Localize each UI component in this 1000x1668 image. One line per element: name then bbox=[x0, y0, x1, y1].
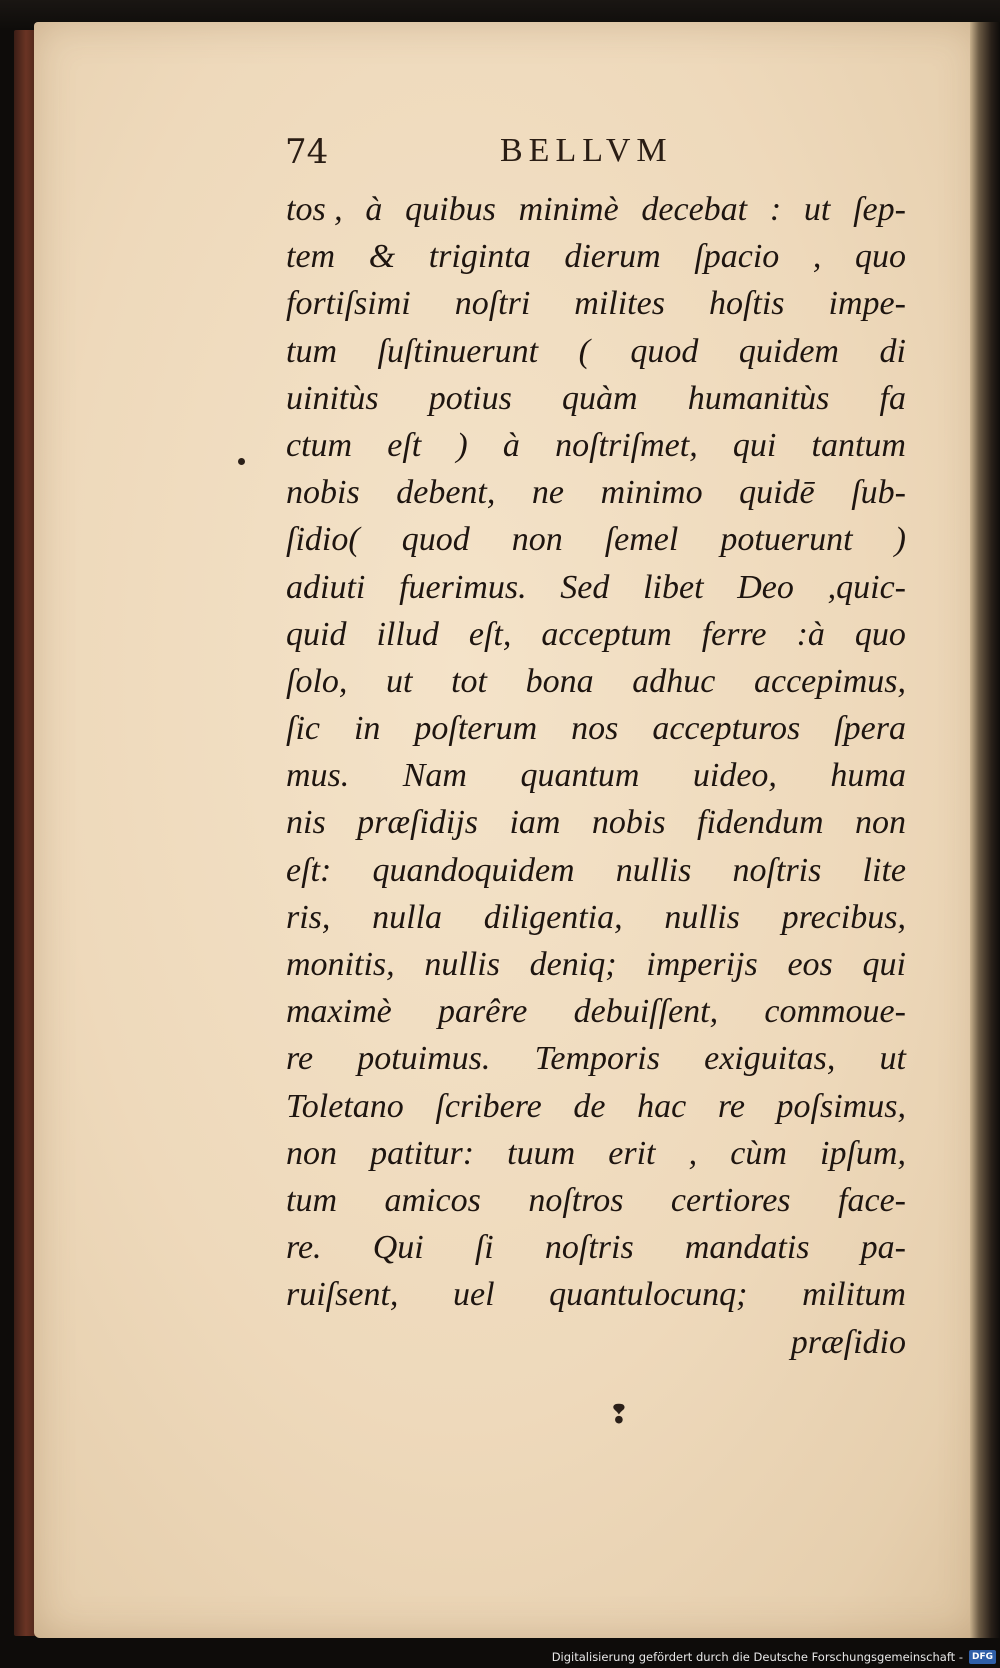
word: mandatis bbox=[684, 1229, 810, 1267]
word: quo bbox=[854, 238, 906, 276]
word: potuimus. bbox=[357, 1040, 491, 1078]
text-line bbox=[286, 1035, 906, 1082]
word: debent, bbox=[396, 474, 496, 512]
word: triginta bbox=[428, 238, 531, 276]
word: di bbox=[879, 332, 906, 370]
text-line bbox=[286, 705, 906, 752]
word: Qui bbox=[372, 1229, 424, 1267]
word: Sed bbox=[560, 568, 610, 606]
word: ſep- bbox=[853, 191, 906, 228]
word: adiuti bbox=[286, 568, 366, 606]
word: noſtris bbox=[544, 1229, 634, 1267]
word: cùm bbox=[730, 1134, 787, 1172]
word: quid bbox=[286, 615, 347, 653]
word: minimo bbox=[600, 474, 703, 512]
word: hoſtis bbox=[708, 285, 785, 323]
word: monitis, bbox=[286, 946, 395, 983]
word: quàm bbox=[561, 379, 638, 417]
text-line bbox=[286, 1177, 906, 1224]
word: re. bbox=[286, 1229, 322, 1267]
word: uinitùs bbox=[286, 379, 379, 417]
word: Toletano bbox=[286, 1087, 404, 1125]
word: ris, bbox=[286, 898, 331, 936]
word: debuiſſent, bbox=[573, 993, 719, 1031]
word: ruiſsent, bbox=[286, 1276, 399, 1314]
word: :à bbox=[796, 615, 825, 653]
word: ſcribere bbox=[435, 1087, 542, 1125]
word: Nam bbox=[402, 757, 467, 795]
word: nobis bbox=[591, 804, 666, 842]
word: præſidijs bbox=[357, 804, 479, 842]
page-header bbox=[285, 132, 725, 176]
text-line bbox=[286, 516, 906, 563]
word: mus. bbox=[286, 757, 350, 795]
word: ſuſtinuerunt bbox=[377, 332, 539, 370]
text-line bbox=[286, 280, 906, 327]
text-line bbox=[286, 1083, 906, 1130]
word: maximè bbox=[286, 993, 392, 1031]
word: quod bbox=[630, 332, 699, 370]
word: certiores bbox=[670, 1181, 791, 1219]
word: ut bbox=[803, 191, 831, 228]
word: lite bbox=[862, 851, 906, 889]
word: ipſum, bbox=[820, 1134, 906, 1172]
text-line bbox=[286, 1130, 906, 1177]
word: potuerunt bbox=[720, 521, 853, 559]
word: , bbox=[688, 1134, 698, 1172]
footer bbox=[552, 1650, 996, 1664]
word: : bbox=[769, 191, 782, 228]
word: quidem bbox=[738, 332, 839, 370]
word: adhuc bbox=[632, 662, 716, 700]
text-line bbox=[286, 658, 906, 705]
word: uideo, bbox=[692, 757, 777, 795]
word: ) bbox=[894, 521, 906, 559]
word: tum bbox=[286, 332, 337, 370]
word: tem bbox=[286, 238, 336, 276]
word: eſt bbox=[387, 426, 422, 464]
word: quantulocunq; bbox=[549, 1276, 748, 1314]
catchword-line bbox=[286, 1319, 906, 1366]
text-line bbox=[286, 186, 906, 233]
text-line bbox=[286, 752, 906, 799]
text-block bbox=[286, 186, 906, 1366]
word: non bbox=[511, 521, 563, 559]
word: milites bbox=[574, 285, 665, 323]
word: fa bbox=[879, 379, 906, 417]
word: ,quic- bbox=[827, 568, 906, 606]
word: tot bbox=[451, 662, 488, 700]
word: parêre bbox=[438, 993, 528, 1031]
word: Temporis bbox=[534, 1040, 660, 1078]
word: potius bbox=[428, 379, 512, 417]
page-number: 74 bbox=[285, 132, 329, 172]
word: erit bbox=[608, 1134, 656, 1172]
word: deniq; bbox=[529, 946, 617, 983]
word: ctum bbox=[286, 426, 353, 464]
word: uel bbox=[453, 1276, 495, 1314]
word: pa- bbox=[860, 1229, 906, 1267]
word: tuum bbox=[507, 1134, 576, 1172]
word: face- bbox=[838, 1181, 906, 1219]
text-line bbox=[286, 233, 906, 280]
word: noſtri bbox=[454, 285, 531, 323]
word: nullis bbox=[615, 851, 692, 889]
word: tos , bbox=[286, 191, 343, 228]
word: fortiſsimi bbox=[286, 285, 411, 323]
word: commoue- bbox=[764, 993, 906, 1031]
word: diligentia, bbox=[483, 898, 623, 936]
text-line bbox=[286, 847, 906, 894]
word: ſpacio bbox=[694, 238, 780, 276]
word: dierum bbox=[564, 238, 661, 276]
word: quantum bbox=[520, 757, 640, 795]
word: à bbox=[502, 426, 520, 464]
word: accepimus, bbox=[753, 662, 906, 700]
word: militum bbox=[802, 1276, 906, 1314]
word: ſemel bbox=[604, 521, 679, 559]
word: tum bbox=[286, 1181, 337, 1219]
word: quibus bbox=[405, 191, 496, 228]
word: & bbox=[368, 238, 396, 276]
text-line bbox=[286, 328, 906, 375]
word: imperijs bbox=[646, 946, 758, 983]
word: ſpera bbox=[834, 710, 906, 748]
word: libet bbox=[643, 568, 704, 606]
word: noſtris bbox=[732, 851, 822, 889]
word: fidendum bbox=[697, 804, 824, 842]
word: noſtriſmet, bbox=[555, 426, 698, 464]
word: , bbox=[812, 238, 822, 276]
word: decebat bbox=[641, 191, 748, 228]
word: ſic bbox=[286, 710, 320, 748]
word: iam bbox=[509, 804, 561, 842]
word: Deo bbox=[737, 568, 794, 606]
word: eſt: bbox=[286, 851, 332, 889]
word: ut bbox=[879, 1040, 906, 1078]
text-line bbox=[286, 422, 906, 469]
word: impe- bbox=[828, 285, 906, 323]
page-edge-shadow bbox=[970, 22, 1000, 1638]
word: quo bbox=[854, 615, 906, 653]
footer-credit: Digitalisierung gefördert durch die Deutsche Forschungsgemeinschaft - bbox=[551, 1650, 963, 1664]
word: ) bbox=[456, 426, 468, 464]
word: eos bbox=[787, 946, 833, 983]
word: nos bbox=[571, 710, 619, 748]
word: eſt, bbox=[468, 615, 512, 653]
word: ſidio( bbox=[286, 521, 360, 559]
margin-dot bbox=[238, 458, 245, 465]
word: qui bbox=[732, 426, 777, 464]
word: à bbox=[365, 191, 383, 228]
word: nullis bbox=[424, 946, 500, 983]
word: hac bbox=[637, 1087, 687, 1125]
running-head: BELLVM bbox=[500, 132, 673, 169]
word: nobis bbox=[286, 474, 360, 512]
word: ( bbox=[578, 332, 590, 370]
word: bona bbox=[525, 662, 594, 700]
word: ferre bbox=[701, 615, 767, 653]
word: exiguitas, bbox=[704, 1040, 836, 1078]
word: qui bbox=[862, 946, 906, 983]
text-line bbox=[286, 941, 906, 988]
word: de bbox=[573, 1087, 606, 1125]
text-line bbox=[286, 611, 906, 658]
word: ne bbox=[531, 474, 565, 512]
word: re bbox=[286, 1040, 314, 1078]
word: ſi bbox=[474, 1229, 494, 1267]
word: accepturos bbox=[652, 710, 801, 748]
word: poſsimus, bbox=[776, 1087, 906, 1125]
word: quandoquidem bbox=[372, 851, 575, 889]
text-line bbox=[286, 988, 906, 1035]
word: minimè bbox=[518, 191, 619, 228]
catchword: præſidio bbox=[790, 1323, 906, 1361]
word: noſtros bbox=[528, 1181, 624, 1219]
word: huma bbox=[830, 757, 906, 795]
word: precibus, bbox=[781, 898, 906, 936]
word: ut bbox=[386, 662, 413, 700]
word: quod bbox=[401, 521, 470, 559]
word: poſterum bbox=[414, 710, 538, 748]
word: nullis bbox=[664, 898, 740, 936]
word: re bbox=[717, 1087, 745, 1125]
word: nis bbox=[286, 804, 326, 842]
word: amicos bbox=[384, 1181, 481, 1219]
word: humanitùs bbox=[687, 379, 830, 417]
word: ſolo, bbox=[286, 662, 348, 700]
word: in bbox=[353, 710, 381, 748]
word: quidē bbox=[739, 474, 815, 512]
word: fuerimus. bbox=[399, 568, 527, 606]
text-line bbox=[286, 799, 906, 846]
word: patitur: bbox=[370, 1134, 475, 1172]
word: ſub- bbox=[851, 474, 906, 512]
text-line bbox=[286, 894, 906, 941]
word: acceptum bbox=[541, 615, 672, 653]
word: non bbox=[286, 1134, 337, 1172]
dfg-logo: DFG bbox=[969, 1650, 996, 1664]
text-line bbox=[286, 469, 906, 516]
signature-mark: ❢ bbox=[608, 1400, 630, 1430]
text-line bbox=[286, 1271, 906, 1318]
text-line bbox=[286, 564, 906, 611]
word: illud bbox=[376, 615, 439, 653]
word: tantum bbox=[811, 426, 906, 464]
text-line bbox=[286, 375, 906, 422]
text-line bbox=[286, 1224, 906, 1271]
word: nulla bbox=[372, 898, 443, 936]
word: non bbox=[854, 804, 906, 842]
